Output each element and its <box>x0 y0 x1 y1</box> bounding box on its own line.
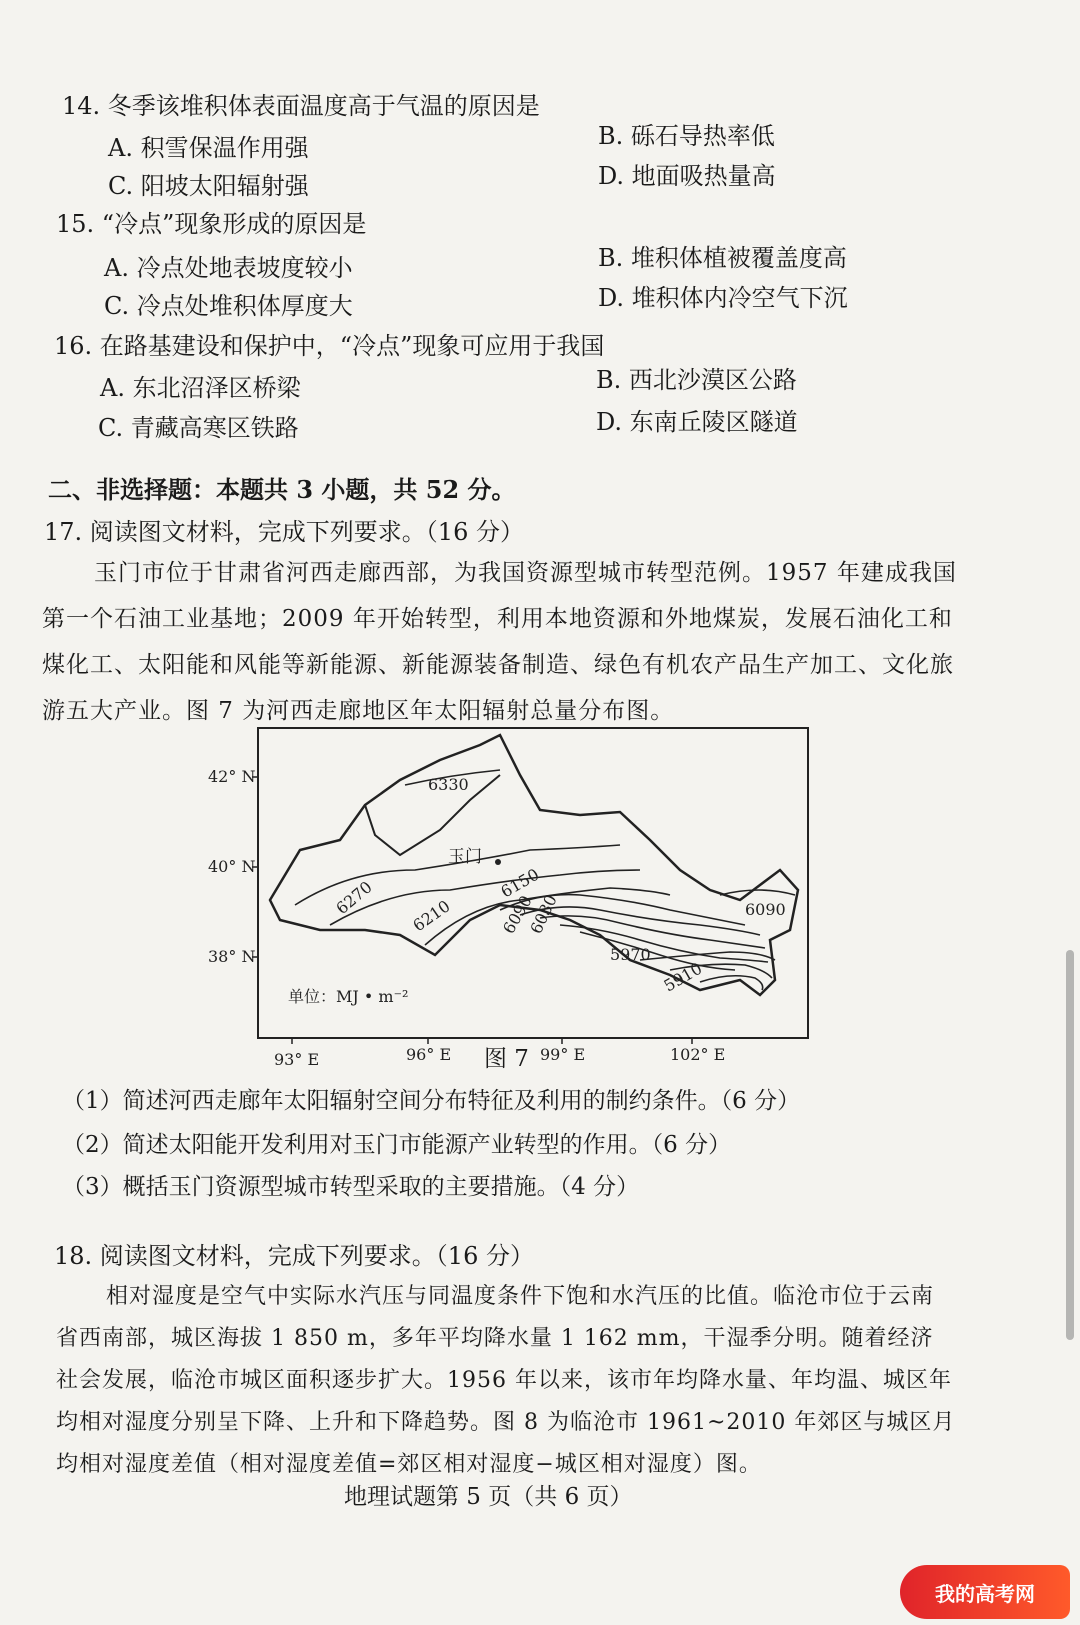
q14-option-a: A. 积雪保温作用强 <box>108 134 309 162</box>
q14-option-c: C. 阳坡太阳辐射强 <box>108 172 309 200</box>
section-heading: 二、非选择题：本题共 3 小题，共 52 分。 <box>48 475 516 504</box>
q14-stem: 14. 冬季该堆积体表面温度高于气温的原因是 <box>62 92 540 120</box>
yumen-city-marker <box>495 859 501 865</box>
city-label: 玉门 <box>448 847 482 867</box>
lon-label: 93° E <box>274 1050 320 1069</box>
q17-stem: 17. 阅读图文材料，完成下列要求。（16 分） <box>44 518 524 546</box>
q15-stem: 15. “冷点”现象形成的原因是 <box>56 210 367 238</box>
q17-subquestion-2: （2）简述太阳能开发利用对玉门市能源产业转型的作用。（6 分） <box>62 1132 732 1158</box>
figure-caption: 图 7 <box>484 1046 529 1072</box>
lat-label: 40° N <box>208 857 256 876</box>
q14-option-d: D. 地面吸热量高 <box>598 162 776 190</box>
contour-label: 5910 <box>660 958 706 996</box>
hexi-corridor-outline <box>270 735 798 995</box>
lat-label: 38° N <box>208 947 256 966</box>
lon-label: 99° E <box>540 1045 586 1064</box>
solar-radiation-map <box>200 720 820 1080</box>
contour-label: 6330 <box>428 775 469 794</box>
contour-label: 6150 <box>497 864 543 902</box>
contour-label: 6030 <box>526 891 561 937</box>
q18-stem: 18. 阅读图文材料，完成下列要求。（16 分） <box>54 1242 534 1270</box>
q16-option-b: B. 西北沙漠区公路 <box>596 366 797 394</box>
q15-option-a: A. 冷点处地表坡度较小 <box>104 254 353 282</box>
q17-subquestion-3: （3）概括玉门资源型城市转型采取的主要措施。（4 分） <box>62 1174 640 1200</box>
q15-option-b: B. 堆积体植被覆盖度高 <box>598 244 847 272</box>
lon-label: 96° E <box>406 1045 452 1064</box>
q16-option-d: D. 东南丘陵区隧道 <box>596 408 798 436</box>
q16-option-a: A. 东北沼泽区桥梁 <box>100 374 301 402</box>
q17-paragraph: 玉门市位于甘肃省河西走廊西部，为我国资源型城市转型范例。1957 年建成我国第一个石油工业基地；2009 年开始转型，利用本地资源和外地煤炭，发展石油化工和煤化工、太阳能和风能等新能源、新能源装备制造、绿色有机农产品生产加工、文化旅游五大产业。图 7 为河西走廊地区年太阳辐射总量分布图。 <box>42 560 957 724</box>
scrollbar[interactable] <box>1066 950 1074 1340</box>
unit-label: 单位：MJ • m⁻² <box>288 987 409 1006</box>
q15-option-c: C. 冷点处堆积体厚度大 <box>104 292 353 320</box>
q16-option-c: C. 青藏高寒区铁路 <box>98 414 299 442</box>
q18-paragraph: 相对湿度是空气中实际水汽压与同温度条件下饱和水汽压的比值。临沧市位于云南省西南部，城区海拔 1 850 m，多年平均降水量 1 162 mm，干湿季分明。随着经济社会发展，临沧市城区面积逐步扩大。1956 年以来，该市年均降水量、年均温、城区年均相对湿度分别呈下降、上升和下降趋势。图 8 为临沧市 1961~2010 年郊区与城区月均相对湿度差值（相对湿度差值=郊区相对湿度−城区相对湿度）图。 <box>56 1284 956 1477</box>
q14-option-b: B. 砾石导热率低 <box>598 122 775 150</box>
lon-label: 102° E <box>670 1045 726 1064</box>
lat-label: 42° N <box>208 767 256 786</box>
page-footer: 地理试题第 5 页（共 6 页） <box>344 1484 633 1510</box>
q15-option-d: D. 堆积体内冷空气下沉 <box>598 284 848 312</box>
contour-label: 6090 <box>499 892 536 937</box>
contour-label: 6090 <box>745 900 786 919</box>
contour-label: 6210 <box>409 896 454 936</box>
q17-subquestion-1: （1）简述河西走廊年太阳辐射空间分布特征及利用的制约条件。（6 分） <box>62 1088 801 1114</box>
q16-stem: 16. 在路基建设和保护中，“冷点”现象可应用于我国 <box>54 332 605 360</box>
contour-label: 6270 <box>332 877 376 919</box>
site-watermark-badge: 我的高考网 <box>900 1565 1070 1619</box>
contour-label: 5970 <box>610 945 651 964</box>
isolines <box>295 770 795 990</box>
